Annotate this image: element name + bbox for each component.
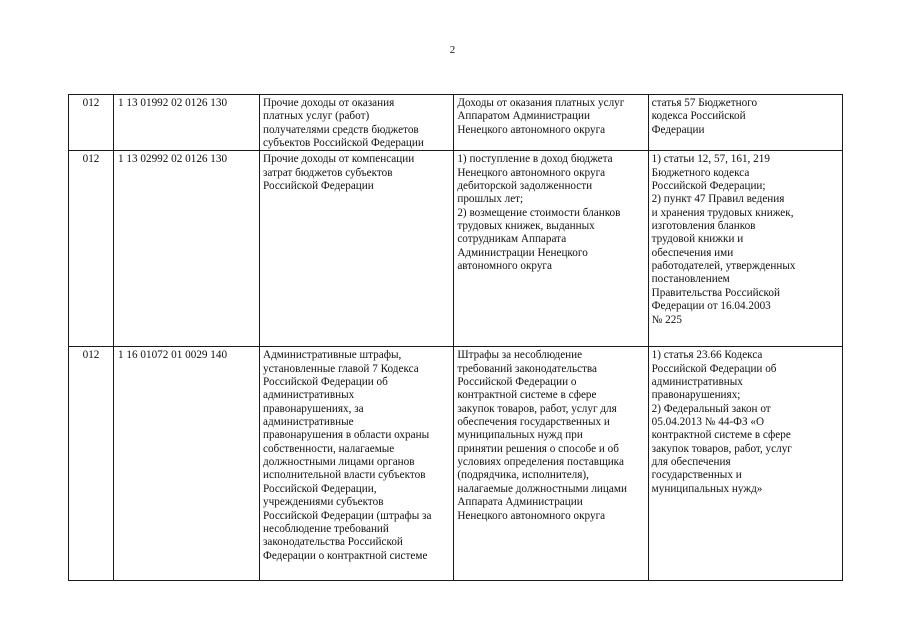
legal-basis-cell: 1) статьи 12, 57, 161, 219 Бюджетного кодекса Российской Федерации; 2) пункт 47 Правил ведения и хранения трудовых книжек, изготовления бланков трудовой книжки и обеспечения ими работодателей, утвержденных постановлением Правительства Российской Федерации от 16.04.2003 № 225 bbox=[648, 151, 842, 347]
admin-code-cell: 012 bbox=[69, 151, 114, 347]
kbk-code-cell: 1 16 01072 01 0029 140 bbox=[114, 347, 260, 581]
income-content-cell: Доходы от оказания платных услуг Аппаратом Администрации Ненецкого автономного округа bbox=[454, 95, 648, 151]
admin-code-cell: 012 bbox=[69, 95, 114, 151]
budget-income-table bbox=[68, 94, 843, 581]
income-content-cell: Штрафы за несоблюдение требований законодательства Российской Федерации о контрактной системе в сфере закупок товаров, работ, услуг для обеспечения государственных и муниципальных нужд при принятии решения о способе и об условиях определения поставщика (подрядчика, исполнителя), налагаемые должностными лицами Аппарата Администрации Ненецкого автономного округа bbox=[454, 347, 648, 581]
income-name-cell: Административные штрафы, установленные главой 7 Кодекса Российской Федерации об административных правонарушениях, за административные правонарушения в области охраны собственности, налагаемые должностными лицами органов исполнительной власти субъектов Российской Федерации, учреждениями субъектов Российской Федерации (штрафы за несоблюдение требований законодательства Российской Федерации о контрактной системе bbox=[260, 347, 454, 581]
page-number: 2 bbox=[449, 44, 456, 56]
kbk-code-cell: 1 13 01992 02 0126 130 bbox=[114, 95, 260, 151]
kbk-code-cell: 1 13 02992 02 0126 130 bbox=[114, 151, 260, 347]
income-name-cell: Прочие доходы от оказания платных услуг (работ) получателями средств бюджетов субъектов Российской Федерации bbox=[260, 95, 454, 151]
table-row bbox=[69, 95, 843, 151]
income-name-cell: Прочие доходы от компенсации затрат бюджетов субъектов Российской Федерации bbox=[260, 151, 454, 347]
legal-basis-cell: 1) статья 23.66 Кодекса Российской Федерации об административных правонарушениях; 2) Федеральный закон от 05.04.2013 № 44-ФЗ «О контрактной системе в сфере закупок товаров, работ, услуг для обеспечения государственных и муниципальных нужд» bbox=[648, 347, 842, 581]
admin-code-cell: 012 bbox=[69, 347, 114, 581]
table-row bbox=[69, 347, 843, 581]
table-row bbox=[69, 151, 843, 347]
income-content-cell: 1) поступление в доход бюджета Ненецкого автономного округа дебиторской задолженности прошлых лет; 2) возмещение стоимости бланков трудовых книжек, выданных сотрудникам Аппарата Администрации Ненецкого автономного округа bbox=[454, 151, 648, 347]
legal-basis-cell: статья 57 Бюджетного кодекса Российской Федерации bbox=[648, 95, 842, 151]
